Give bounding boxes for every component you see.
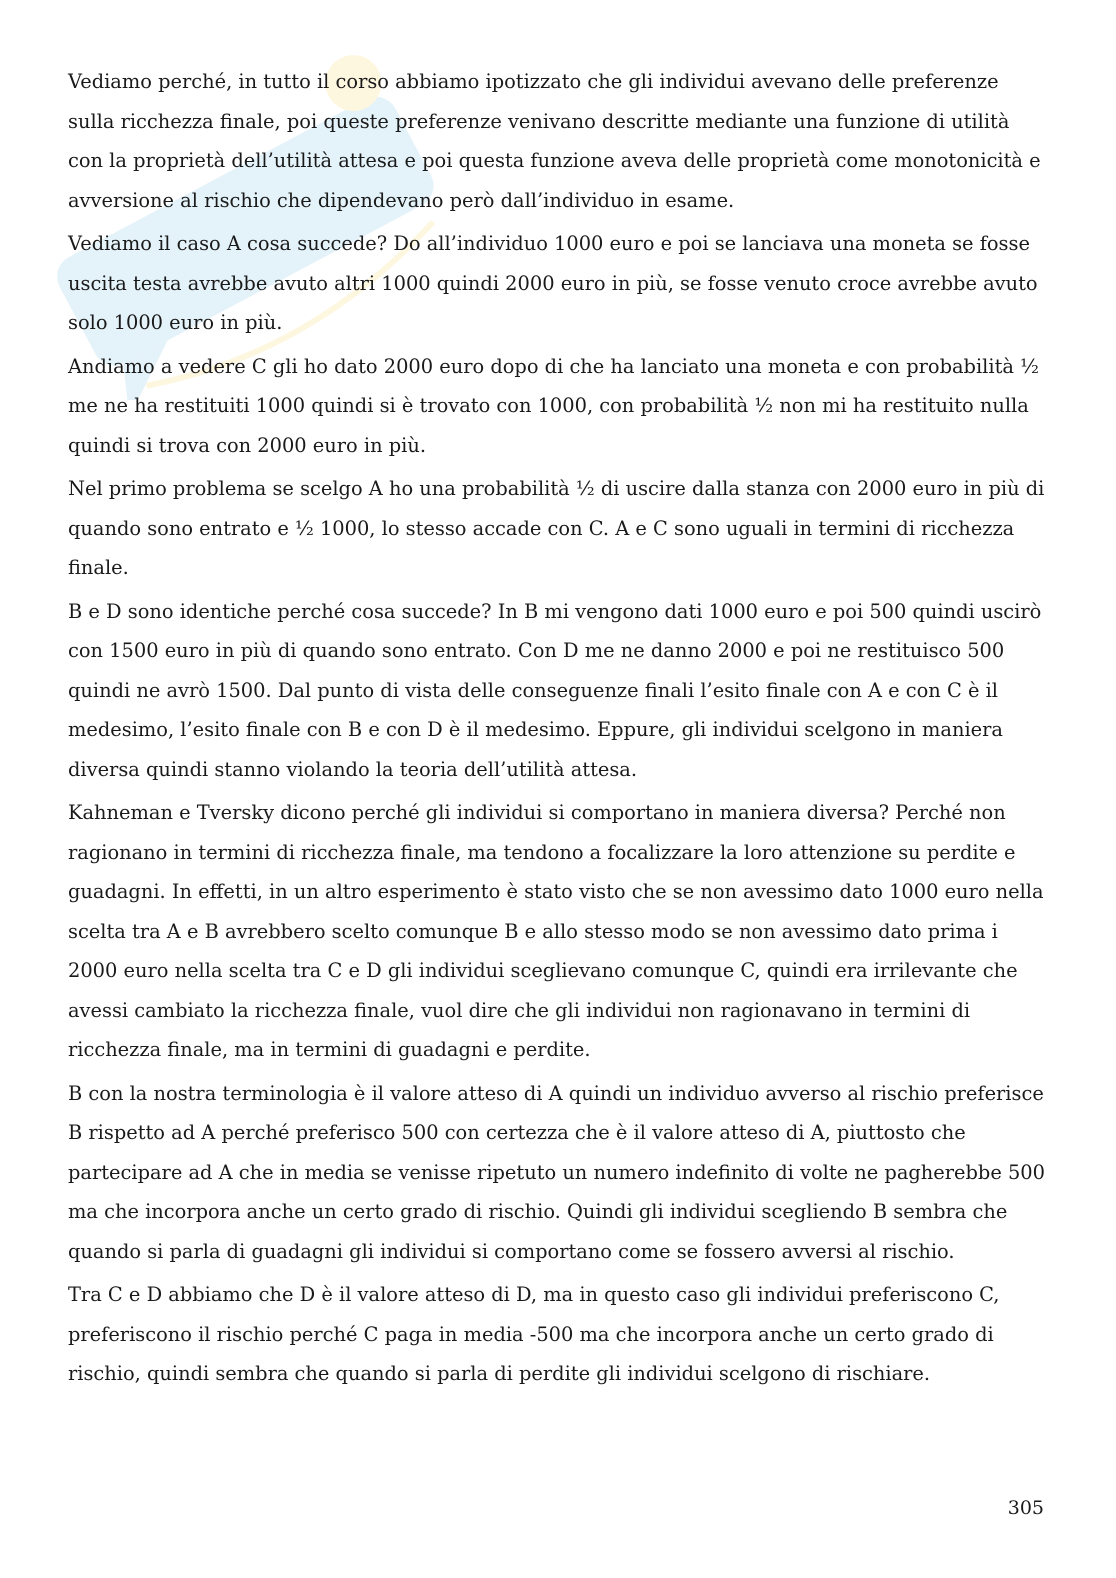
paragraph: B con la nostra terminologia è il valore atteso di A quindi un individuo avverso al rischio preferisce B rispetto ad A perché preferisco 500 con certezza che è il valore atteso di A, piuttosto che partecipare ad A che in media se venisse ripetuto un numero indefinito di volte ne pagherebbe 500 ma che incorpora anche un certo grado di rischio. Quindi gli individui scegliendo B sembra che quando si parla di guadagni gli individui si comportano come se fossero avversi al rischio. [68, 1081, 1045, 1263]
page-number: 305 [1007, 1497, 1044, 1519]
paragraph: Tra C e D abbiamo che D è il valore atteso di D, ma in questo caso gli individui preferiscono C, preferiscono il rischio perché C paga in media -500 ma che incorpora anche un certo grado di rischio, quindi sembra che quando si parla di perdite gli individui scelgono di rischiare. [68, 1283, 1000, 1385]
paragraph: Vediamo il caso A cosa succede? Do all’individuo 1000 euro e poi se lanciava una moneta se fosse uscita testa avrebbe avuto altri 1000 quindi 2000 euro in più, se fosse venuto croce avrebbe avuto solo 1000 euro in più. [68, 232, 1038, 334]
paragraph: B e D sono identiche perché cosa succede? In B mi vengono dati 1000 euro e poi 500 quindi uscirò con 1500 euro in più di quando sono entrato. Con D me ne danno 2000 e poi ne restituisco 500 quindi ne avrò 1500. Dal punto di vista delle conseguenze finali l’esito finale con A e con C è il medesimo, l’esito finale con B e con D è il medesimo. Eppure, gli individui scelgono in maniera diversa quindi stanno violando la teoria dell’utilità attesa. [68, 599, 1042, 781]
paragraph: Kahneman e Tversky dicono perché gli individui si comportano in maniera diversa? Perché non ragionano in termini di ricchezza finale, ma tendono a focalizzare la loro attenzione su perdite e guadagni. In effetti, in un altro esperimento è stato visto che se non avessimo dato 1000 euro nella scelta tra A e B avrebbero scelto comunque B e allo stesso modo se non avessimo dato prima i 2000 euro nella scelta tra C e D gli individui sceglievano comunque C, quindi era irrilevante che avessi cambiato la ricchezza finale, vuol dire che gli individui non ragionavano in termini di ricchezza finale, ma in termini di guadagni e perdite. [68, 801, 1044, 1061]
paragraph: Vediamo perché, in tutto il corso abbiamo ipotizzato che gli individui avevano delle preferenze sulla ricchezza finale, poi queste preferenze venivano descritte mediante una funzione di utilità con la proprietà dell’utilità attesa e poi questa funzione aveva delle proprietà come monotonicità e avversione al rischio che dipendevano però dall’individuo in esame. [68, 70, 1041, 212]
document-body [68, 62, 1048, 1398]
paragraph: Nel primo problema se scelgo A ho una probabilità ½ di uscire dalla stanza con 2000 euro in più di quando sono entrato e ½ 1000, lo stesso accade con C. A e C sono uguali in termini di ricchezza finale. [68, 477, 1045, 579]
paragraph: Andiamo a vedere C gli ho dato 2000 euro dopo di che ha lanciato una moneta e con probabilità ½ me ne ha restituiti 1000 quindi si è trovato con 1000, con probabilità ½ non mi ha restituito nulla quindi si trova con 2000 euro in più. [68, 354, 1039, 457]
